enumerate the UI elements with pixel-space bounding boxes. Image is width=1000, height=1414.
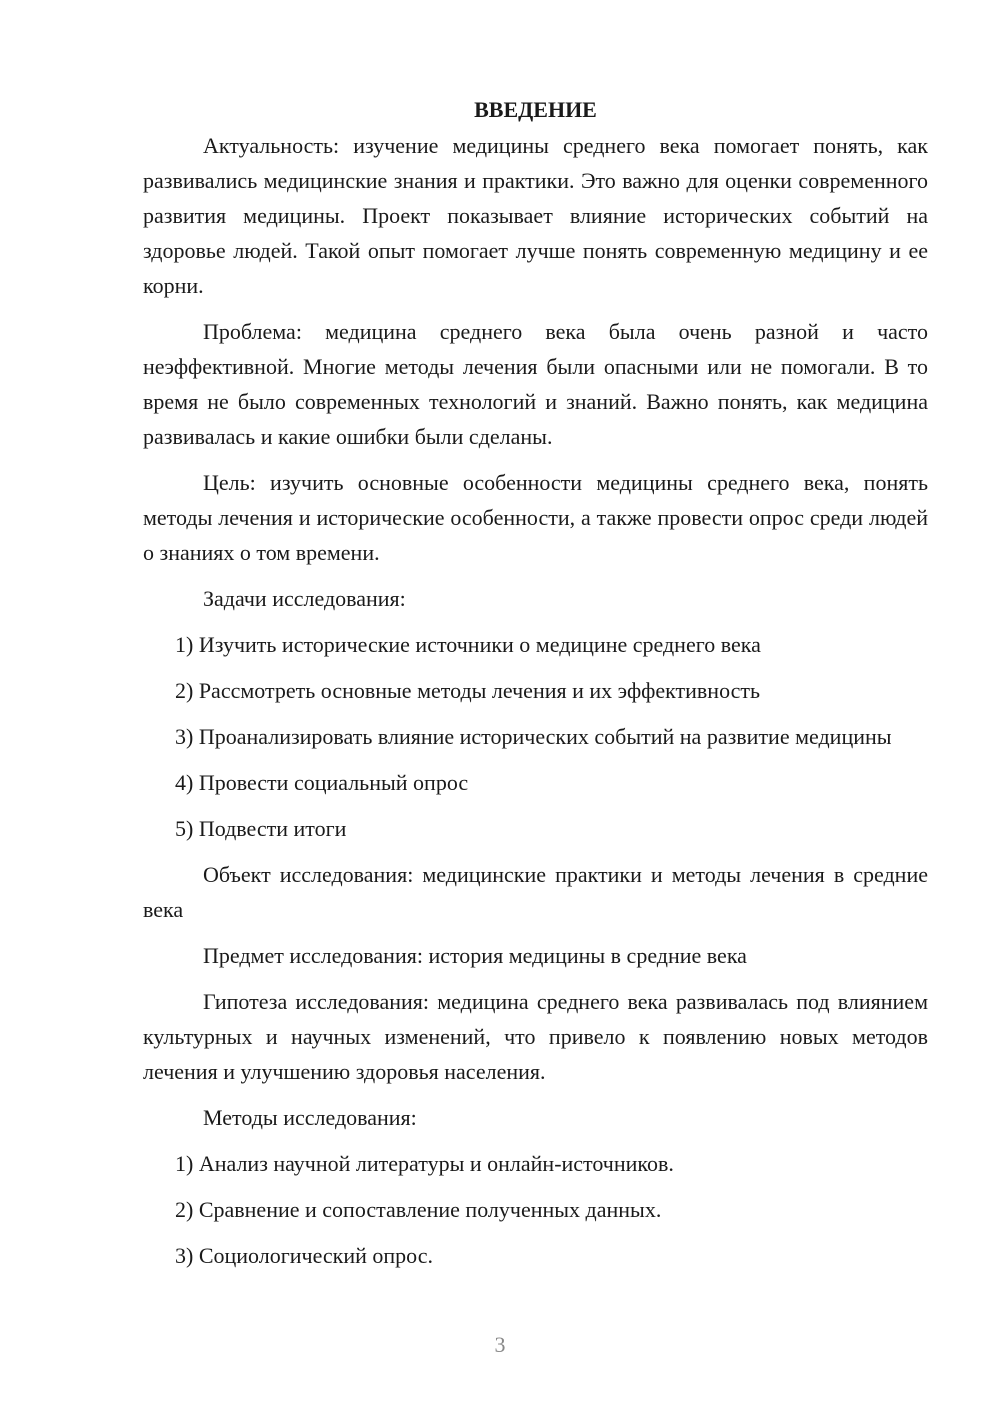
object-paragraph: Объект исследования: медицинские практики и методы лечения в средние века xyxy=(143,862,928,922)
list-item: 4) Провести социальный опрос xyxy=(175,770,469,795)
list-item: 5) Подвести итоги xyxy=(175,816,347,841)
list-item: 3) Проанализировать влияние исторических событий на развитие медицины xyxy=(175,724,892,749)
methods-heading: Методы исследования: xyxy=(203,1105,417,1130)
subject-paragraph: Предмет исследования: история медицины в средние века xyxy=(203,943,747,968)
list-item: 3) Социологический опрос. xyxy=(175,1243,433,1268)
document-page xyxy=(143,92,928,1284)
tasks-heading: Задачи исследования: xyxy=(203,586,406,611)
relevance-paragraph: Актуальность: изучение медицины среднего века помогает понять, как развивались медицинские знания и практики. Это важно для оценки современного развития медицины. Проект показывает влияние исторических событий на здоровье людей. Такой опыт помогает лучше понять современную медицину и ее корни. xyxy=(143,133,928,298)
problem-paragraph: Проблема: медицина среднего века была очень разной и часто неэффективной. Многие методы лечения были опасными или не помогали. В то время не было современных технологий и знаний. Важно понять, как медицина развивалась и какие ошибки были сделаны. xyxy=(143,319,928,449)
list-item: 1) Анализ научной литературы и онлайн-источников. xyxy=(175,1151,674,1176)
tasks-list xyxy=(143,627,928,846)
goal-paragraph: Цель: изучить основные особенности медицины среднего века, понять методы лечения и исторические особенности, а также провести опрос среди людей о знаниях о том времени. xyxy=(143,470,928,565)
hypothesis-paragraph: Гипотеза исследования: медицина среднего века развивалась под влиянием культурных и научных изменений, что привело к появлению новых методов лечения и улучшению здоровья населения. xyxy=(143,989,928,1084)
page-title: ВВЕДЕНИЕ xyxy=(474,97,597,122)
methods-list xyxy=(143,1146,928,1273)
list-item: 2) Сравнение и сопоставление полученных данных. xyxy=(175,1197,662,1222)
list-item: 1) Изучить исторические источники о медицине среднего века xyxy=(175,632,761,657)
page-number: 3 xyxy=(494,1332,506,1357)
list-item: 2) Рассмотреть основные методы лечения и их эффективность xyxy=(175,678,761,703)
